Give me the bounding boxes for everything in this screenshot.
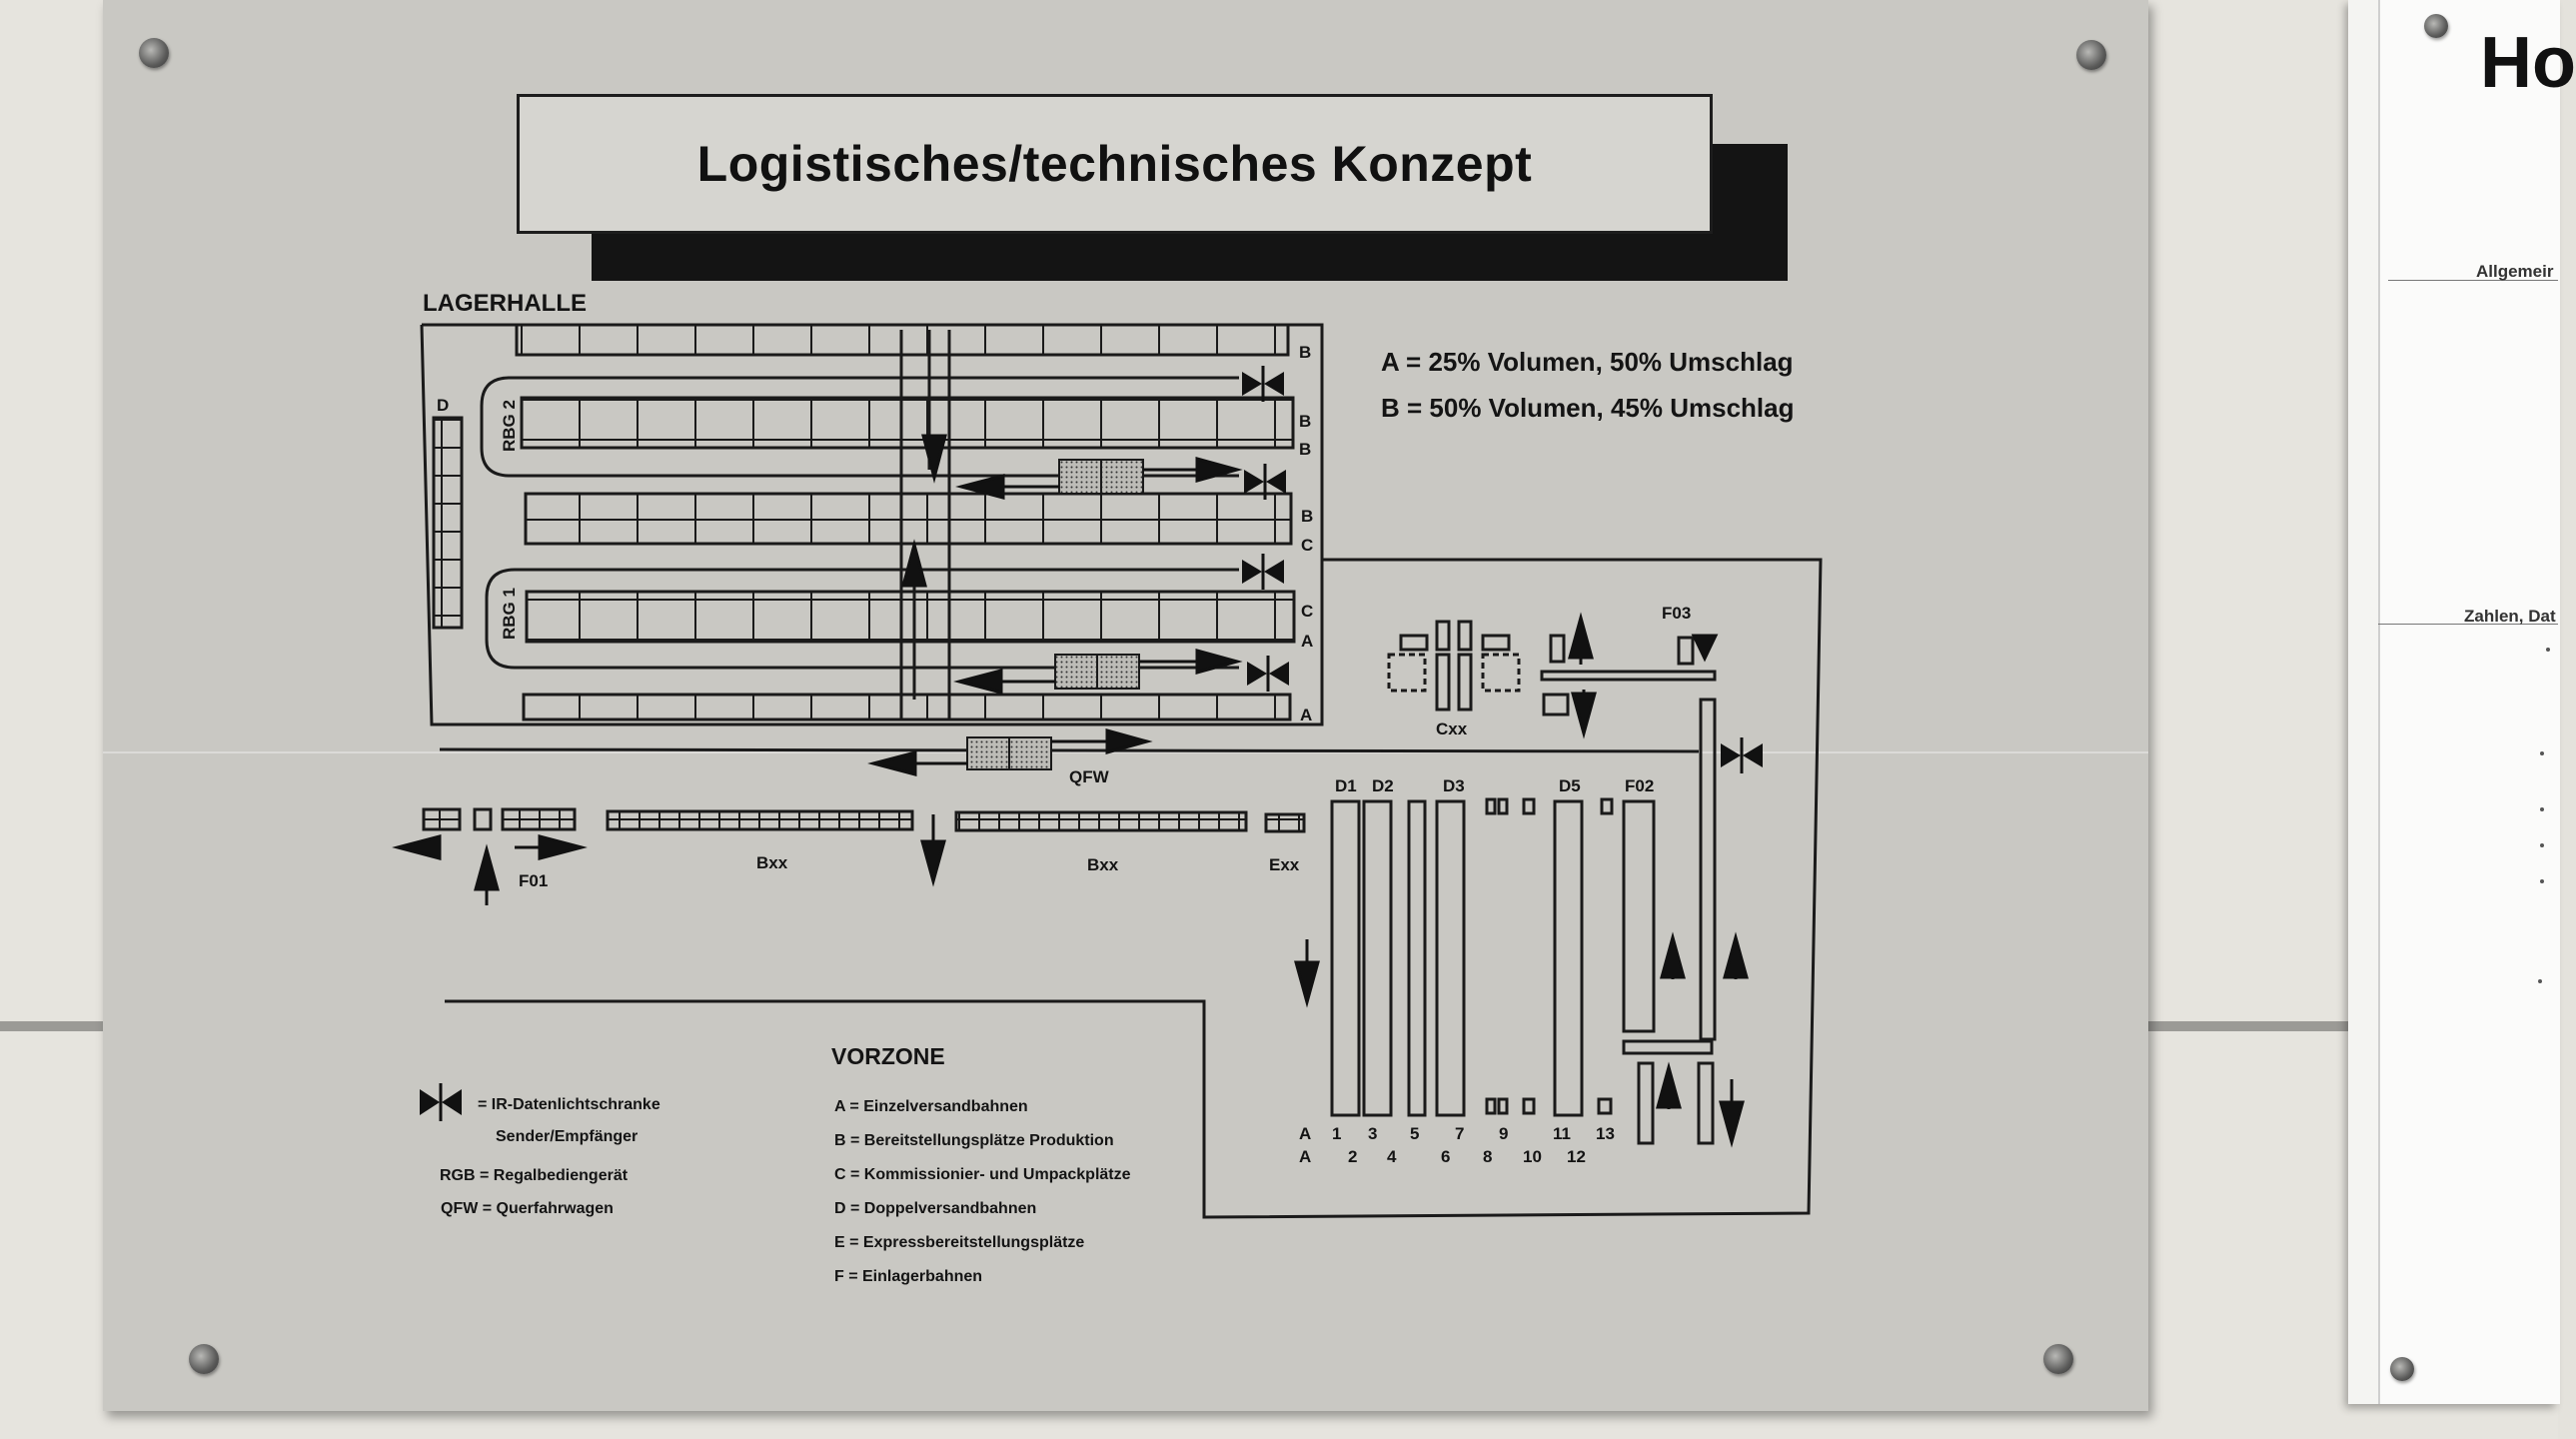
lane-number: 5	[1410, 1124, 1420, 1143]
sheet-bullet	[2546, 648, 2550, 652]
legend-b: B = Bereitstellungsplätze Produktion	[834, 1132, 1114, 1149]
lane-label: D1	[1335, 776, 1357, 795]
legend-qfw: QFW = Querfahrwagen	[441, 1200, 614, 1217]
lane-number: A	[1299, 1124, 1312, 1143]
lane-label: D2	[1372, 776, 1394, 795]
lane-number: 10	[1523, 1147, 1542, 1166]
sheet-bullet	[2540, 879, 2544, 883]
f01-label: F01	[519, 871, 549, 890]
row-label: C	[1301, 536, 1314, 555]
legend-a: A = Einzelversandbahnen	[834, 1098, 1028, 1115]
lane-number: 2	[1348, 1147, 1358, 1166]
info-sheet	[2348, 0, 2576, 1404]
lane-number: 12	[1567, 1147, 1586, 1166]
lane-number: 4	[1387, 1147, 1397, 1166]
lane-number: 13	[1596, 1124, 1615, 1143]
hall-label: LAGERHALLE	[423, 290, 587, 317]
screw-icon	[2390, 1357, 2414, 1381]
legend-rgb: RGB = Regalbediengerät	[440, 1167, 629, 1184]
cxx-label: Cxx	[1436, 720, 1468, 738]
sheet-bullet	[2540, 751, 2544, 755]
legend-sender: Sender/Empfänger	[496, 1128, 639, 1145]
legend-ir: = IR-Datenlichtschranke	[478, 1096, 660, 1113]
lane-number: 11	[1553, 1124, 1571, 1143]
lane-number: 6	[1441, 1147, 1451, 1166]
row-label: B	[1299, 440, 1312, 459]
d-label: D	[437, 396, 450, 415]
lane-label: D3	[1443, 776, 1465, 795]
bxx-label: Bxx	[756, 853, 788, 872]
lane-number: 1	[1332, 1124, 1342, 1143]
exx-label: Exx	[1269, 855, 1300, 874]
row-label: A	[1300, 706, 1313, 724]
lane-number: 9	[1499, 1124, 1509, 1143]
lane-label: D5	[1559, 776, 1581, 795]
sheet-bullet	[2540, 843, 2544, 847]
lane-number: A	[1299, 1147, 1312, 1166]
row-label: B	[1301, 507, 1314, 526]
vorzone-heading: VORZONE	[831, 1043, 945, 1069]
sheet-section: Allgemeir	[2476, 262, 2554, 281]
row-label: B	[1299, 343, 1312, 362]
legend-e: E = Expressbereitstellungsplätze	[834, 1234, 1085, 1251]
row-label: A	[1301, 632, 1314, 651]
legend-f: F = Einlagerbahnen	[834, 1268, 983, 1285]
rbg2-label: RBG 2	[500, 400, 519, 452]
row-label: C	[1301, 602, 1314, 621]
sheet-section: Zahlen, Dat	[2464, 607, 2556, 626]
volume-a-note: A = 25% Volumen, 50% Umschlag	[1381, 347, 1794, 377]
legend-c: C = Kommissionier- und Umpackplätze	[834, 1166, 1131, 1183]
legend-d: D = Doppelversandbahnen	[834, 1200, 1037, 1217]
info-sheet-page	[2378, 0, 2560, 1404]
row-label: B	[1299, 412, 1312, 431]
board-title: Logistisches/technisches Konzept	[696, 136, 1533, 192]
rbg1-label: RBG 1	[500, 588, 519, 640]
lane-number: 8	[1483, 1147, 1493, 1166]
qfw-label: QFW	[1069, 767, 1109, 786]
lane-number: 3	[1368, 1124, 1378, 1143]
sheet-bullet	[2540, 807, 2544, 811]
lane-number: 7	[1455, 1124, 1465, 1143]
sheet-bullet	[2538, 979, 2542, 983]
bxx-label: Bxx	[1087, 855, 1119, 874]
screw-icon	[2424, 14, 2448, 38]
lane-label: F02	[1625, 776, 1655, 795]
volume-b-note: B = 50% Volumen, 45% Umschlag	[1381, 393, 1795, 423]
f03-label: F03	[1662, 604, 1692, 623]
sheet-title: Ho	[2480, 23, 2576, 103]
